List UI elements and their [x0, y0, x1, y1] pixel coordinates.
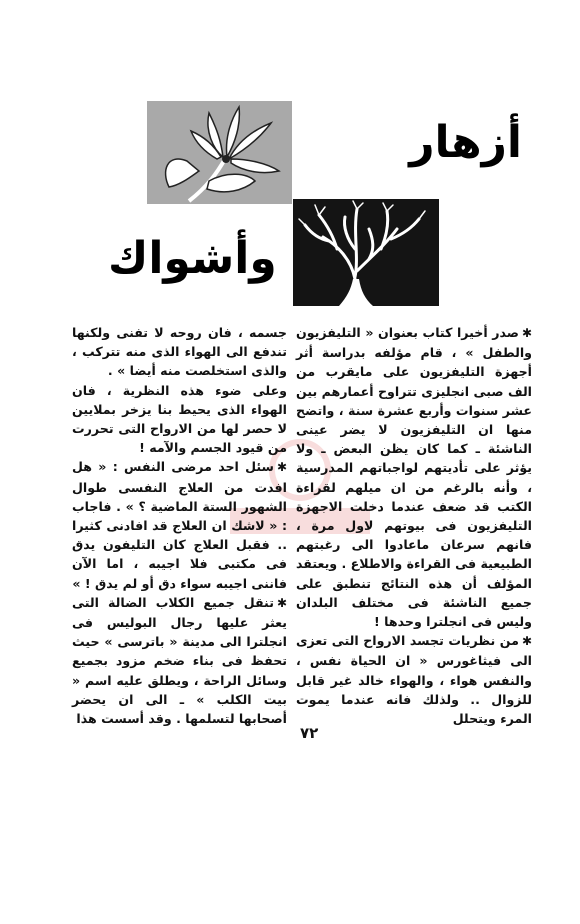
asterisk-star-icon: ✱	[276, 460, 287, 475]
bare-tree-icon	[293, 199, 439, 306]
flower-illustration	[147, 101, 292, 204]
page-number: ٧٢	[300, 724, 319, 742]
paragraph-stray-dogs: ✱تنقل جميع الكلاب الضالة التى يعثر عليها رجال البوليس فى انجلترا الى مدينة « باترسى » حيث تحفظ فى بناء ضخم مزود بجميع وسائل الراحة ، ويطلق عليه اسم « بيت الكلب » ـ الى ان يحضر أصحابها لتسلمها . وقد أسست هذا	[72, 594, 287, 727]
title-thorns: وأشواك	[108, 233, 277, 284]
flower-icon	[147, 101, 292, 204]
article-column-left	[72, 323, 287, 728]
paragraph-souls-in-air: وعلى ضوء هذه النظرية ، فان الهواء الذى يحيط بنا يزخر بملايين لا حصر لها من الارواح التى تحررت من قيود الجسم والآمه !	[72, 382, 287, 456]
tree-illustration	[293, 199, 439, 306]
article-column-right	[296, 323, 532, 728]
asterisk-star-icon: ✱	[521, 634, 532, 649]
title-flowers: أزهار	[409, 117, 522, 168]
asterisk-star-icon: ✱	[521, 326, 532, 340]
paragraph-psychotherapy-joke: ✱سئل احد مرضى النفس : « هل افدت من العلاج النفسى طوال الشهور الستة الماضية ؟ » . فاجاب : « لاشك ان العلاج قد افادنى كثيرا .. فقبل العلاج كان التليفون يدق فى مكتبى فلا اجيبه ، اما الآن فاننى اجيبه سواء دق أو لم يدق ! »	[72, 459, 287, 591]
asterisk-star-icon: ✱	[276, 595, 287, 610]
paragraph-pythagoras-theory: ✱من نظريات تجسد الارواح التى تعزى الى فيثاغورس « ان الحياة نفس ، والنفس هواء ، والهواء خالد غير قابل للزوال .. ولذلك فانه عندما يموت المرء ويتحلل	[296, 633, 532, 727]
paragraph-television-study: ✱صدر أخيرا كتاب بعنوان « التليفزيون والطفل » ، قام مؤلفه بدراسة أثر أجهزة التليفزيون على مايقرب من الف صبى انجليزى تتراوح أعمارهم بين عشر سنوات وأربع عشرة سنة ، واتضح منها ان التليفزيون لا يضر عينى الناشئة ـ كما كان يظن البعض ـ ولا يؤثر على تأديتهم لواجباتهم المدرسية ، وأنه بالرغم من ان ميلهم لقراءة الكتب قد ضعف عندما دخلت الاجهزة التليفزيون فى بيوتهم لاول مرة ، فانهم سرعان ماعادوا الى رغبتهم الطبيعية فى القراءة والاطلاع . ويعتقد المؤلف أن هذه النتائج تنطبق على جميع الناشئة فى مختلف البلدان وليس فى انجلترا وحدها !	[295, 325, 532, 630]
paragraph-soul-continuation: جسمه ، فان روحه لا تفنى ولكنها تندفع الى الهواء الذى منه تتركب ، والذى استخلصت منه أيضا » .	[72, 325, 287, 379]
